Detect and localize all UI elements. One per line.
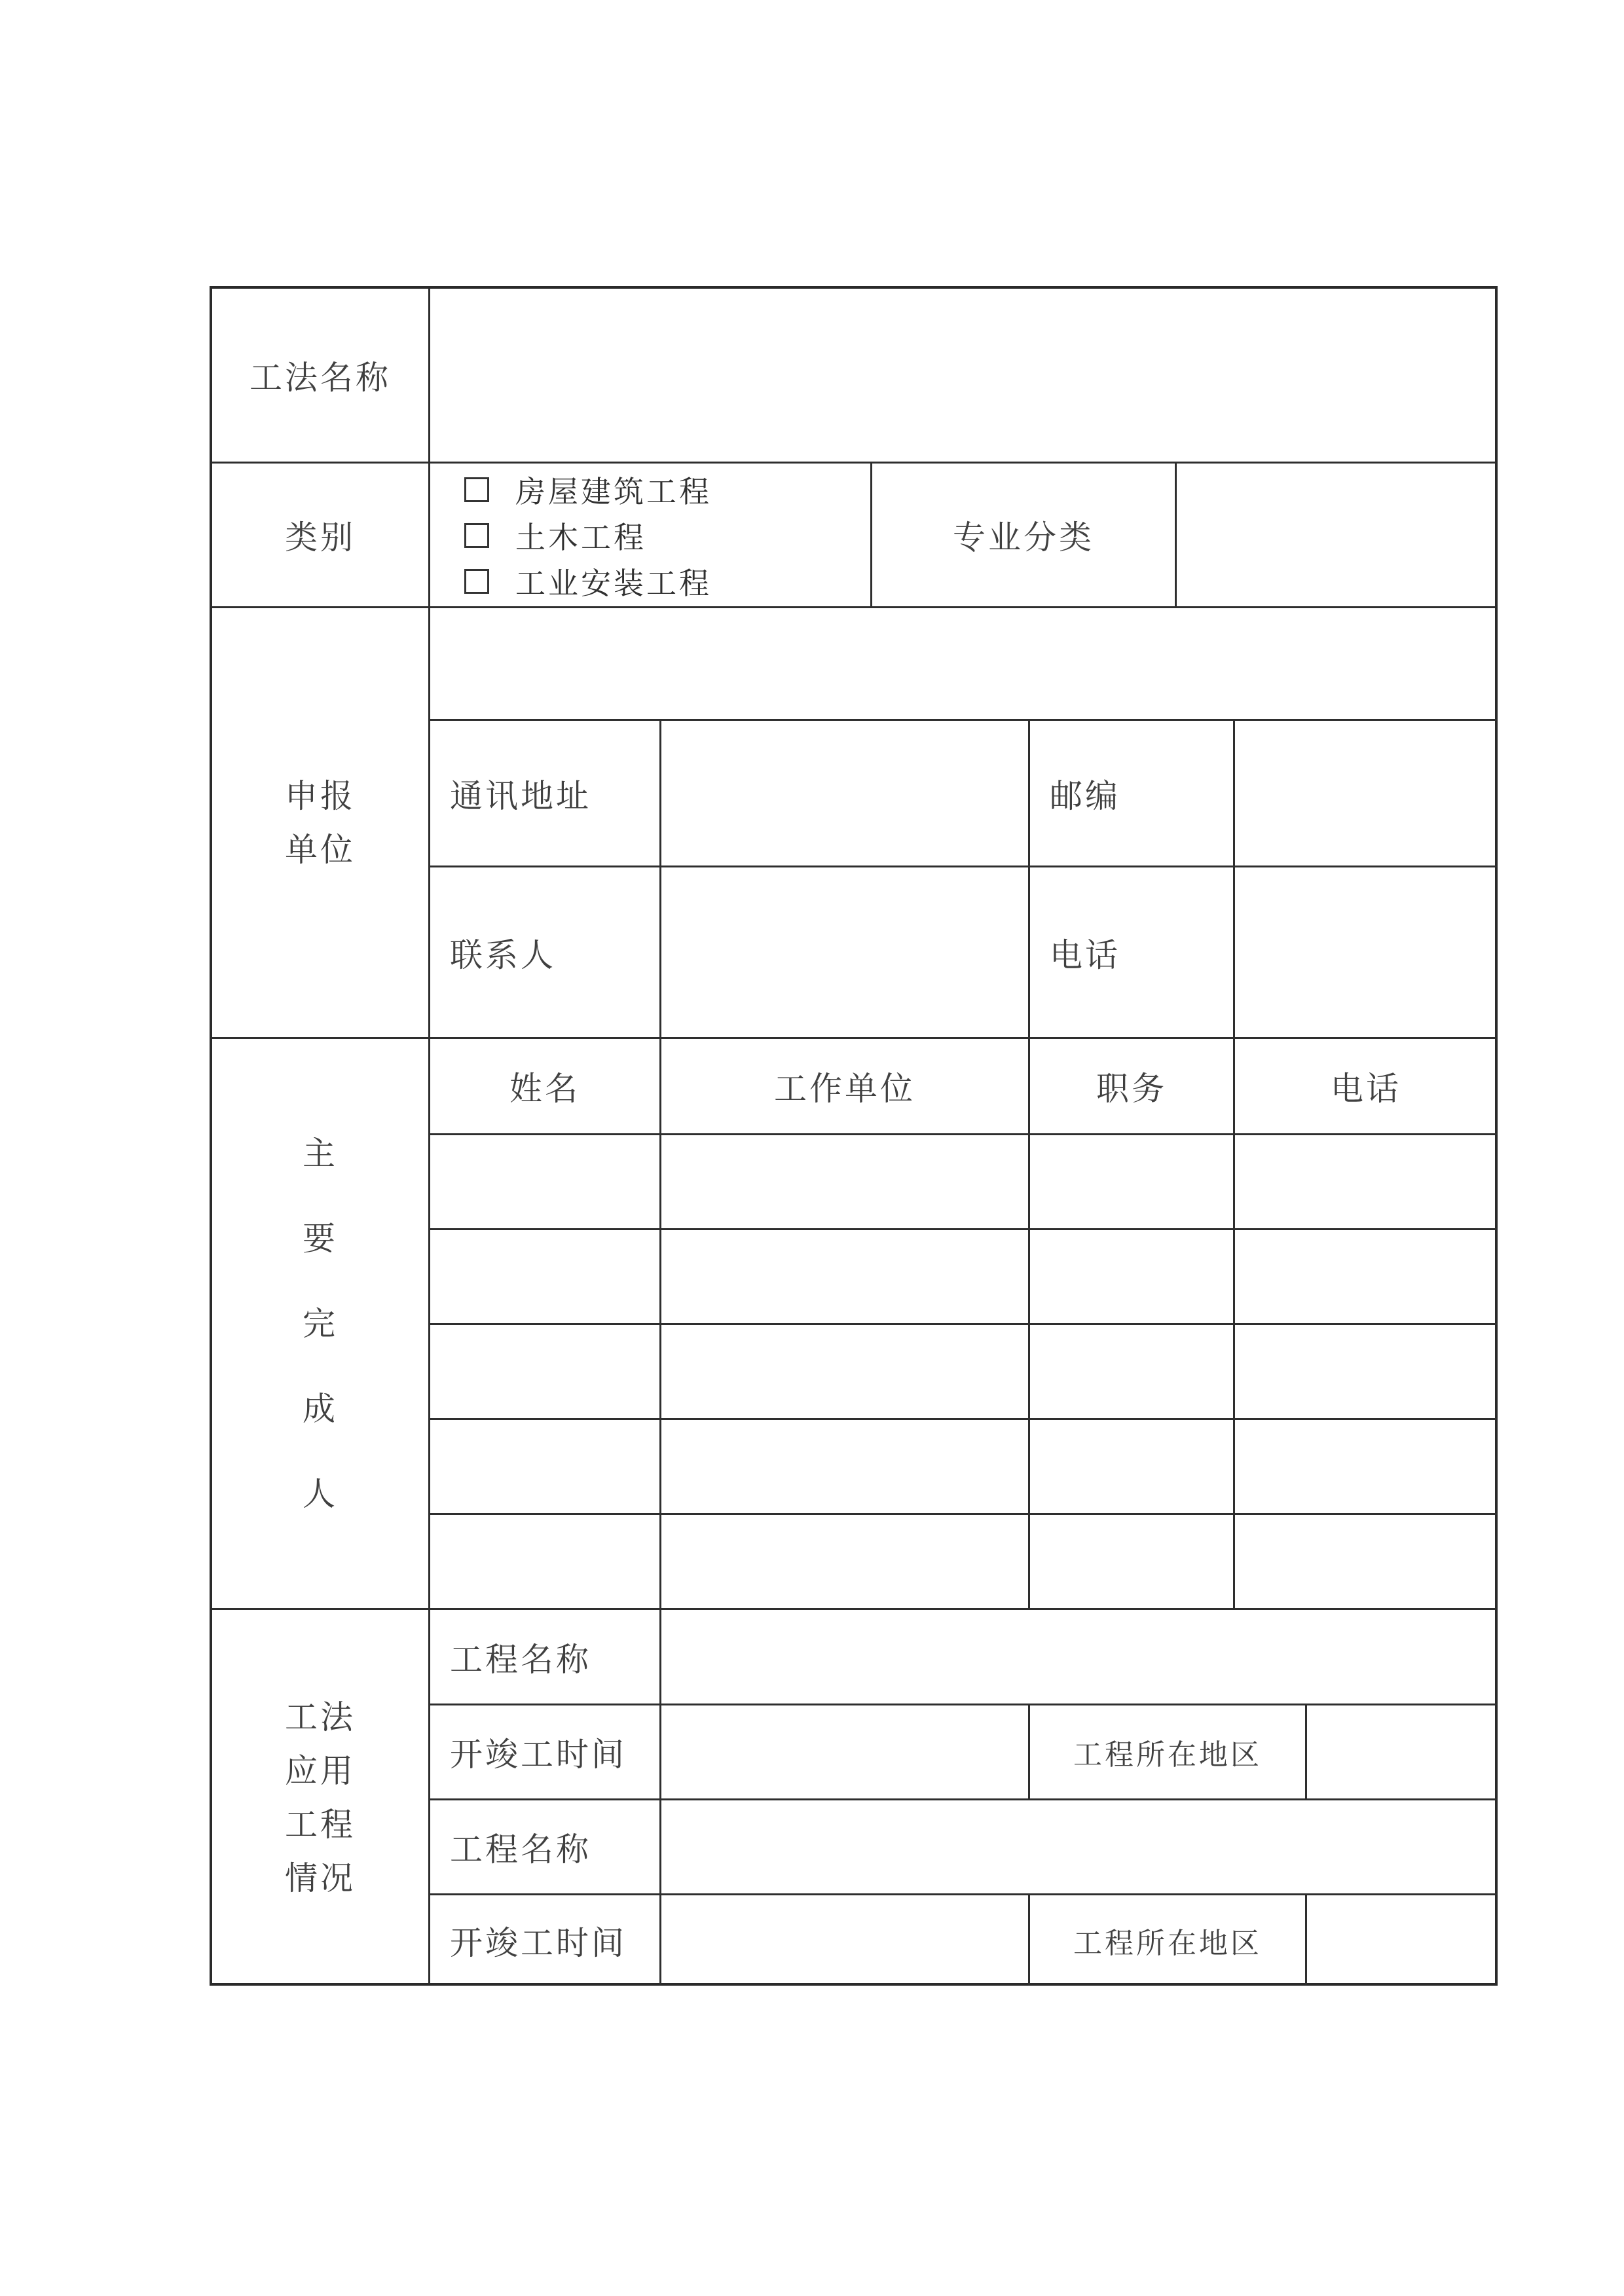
category-option-label: 工业安装工程 [515,566,712,601]
period-label: 开竣工时间 [450,1736,627,1774]
period-field[interactable] [661,1895,1028,1986]
applicant-name-field[interactable] [430,608,1498,719]
completers-label [212,1039,428,1608]
category-options [428,467,867,611]
address-field[interactable] [661,721,1028,866]
category-option-label: 土木工程 [515,520,646,555]
category-option-housing[interactable] [428,467,867,513]
postcode-field[interactable] [1235,721,1497,866]
category-label: 类别 [285,519,356,556]
region-field[interactable] [1307,1895,1497,1986]
completer-row[interactable] [430,1420,1498,1513]
application-label-line: 应用 [285,1752,356,1790]
phone-field[interactable] [1235,867,1497,1037]
region-label: 工程所在地区 [1073,1738,1262,1772]
contact-field[interactable] [661,867,1028,1037]
header-position: 职务 [1096,1070,1167,1108]
header-work-unit: 工作单位 [774,1070,915,1108]
method-name-field[interactable] [430,289,1498,462]
completers-label-char: 完 [303,1304,338,1343]
period-label: 开竣工时间 [450,1924,627,1962]
completer-row[interactable] [430,1515,1498,1608]
checkbox-housing[interactable] [464,477,489,502]
application-label [212,1610,428,1986]
address-label: 通讯地址 [450,776,591,815]
completer-row[interactable] [430,1230,1498,1323]
header-name: 姓名 [509,1070,580,1108]
project-name-label: 工程名称 [450,1831,591,1868]
completers-label-char: 人 [303,1474,338,1513]
application-label-line: 工法 [285,1698,356,1736]
postcode-label: 邮编 [1050,776,1120,815]
applicant-label-line: 单位 [285,830,356,869]
specialty-label: 专业分类 [953,519,1094,556]
category-option-label: 房屋建筑工程 [515,474,712,509]
phone-label: 电话 [1050,936,1120,974]
completer-row[interactable] [430,1135,1498,1228]
category-option-civil[interactable] [428,513,867,558]
project-name-label: 工程名称 [450,1640,591,1679]
application-label-line: 工程 [285,1806,356,1844]
completer-row[interactable] [430,1325,1498,1418]
completers-label-char: 主 [303,1134,338,1173]
application-label-line: 情况 [285,1859,356,1897]
specialty-field[interactable] [1177,464,1498,606]
category-option-industrial[interactable] [428,558,867,604]
project-name-field[interactable] [661,1800,1497,1893]
checkbox-civil[interactable] [464,523,489,548]
completers-label-char: 要 [303,1219,338,1258]
checkbox-industrial[interactable] [464,569,489,594]
region-label: 工程所在地区 [1073,1927,1262,1960]
project-name-field[interactable] [661,1610,1497,1704]
header-phone: 电话 [1331,1070,1401,1108]
region-field[interactable] [1307,1705,1497,1798]
method-declaration-form [210,286,1498,1986]
contact-label: 联系人 [450,936,556,974]
applicant-label [212,608,428,1037]
applicant-label-line: 申报 [285,776,356,815]
period-field[interactable] [661,1705,1028,1798]
completers-label-char: 成 [303,1389,338,1428]
method-name-label: 工法名称 [249,359,391,397]
